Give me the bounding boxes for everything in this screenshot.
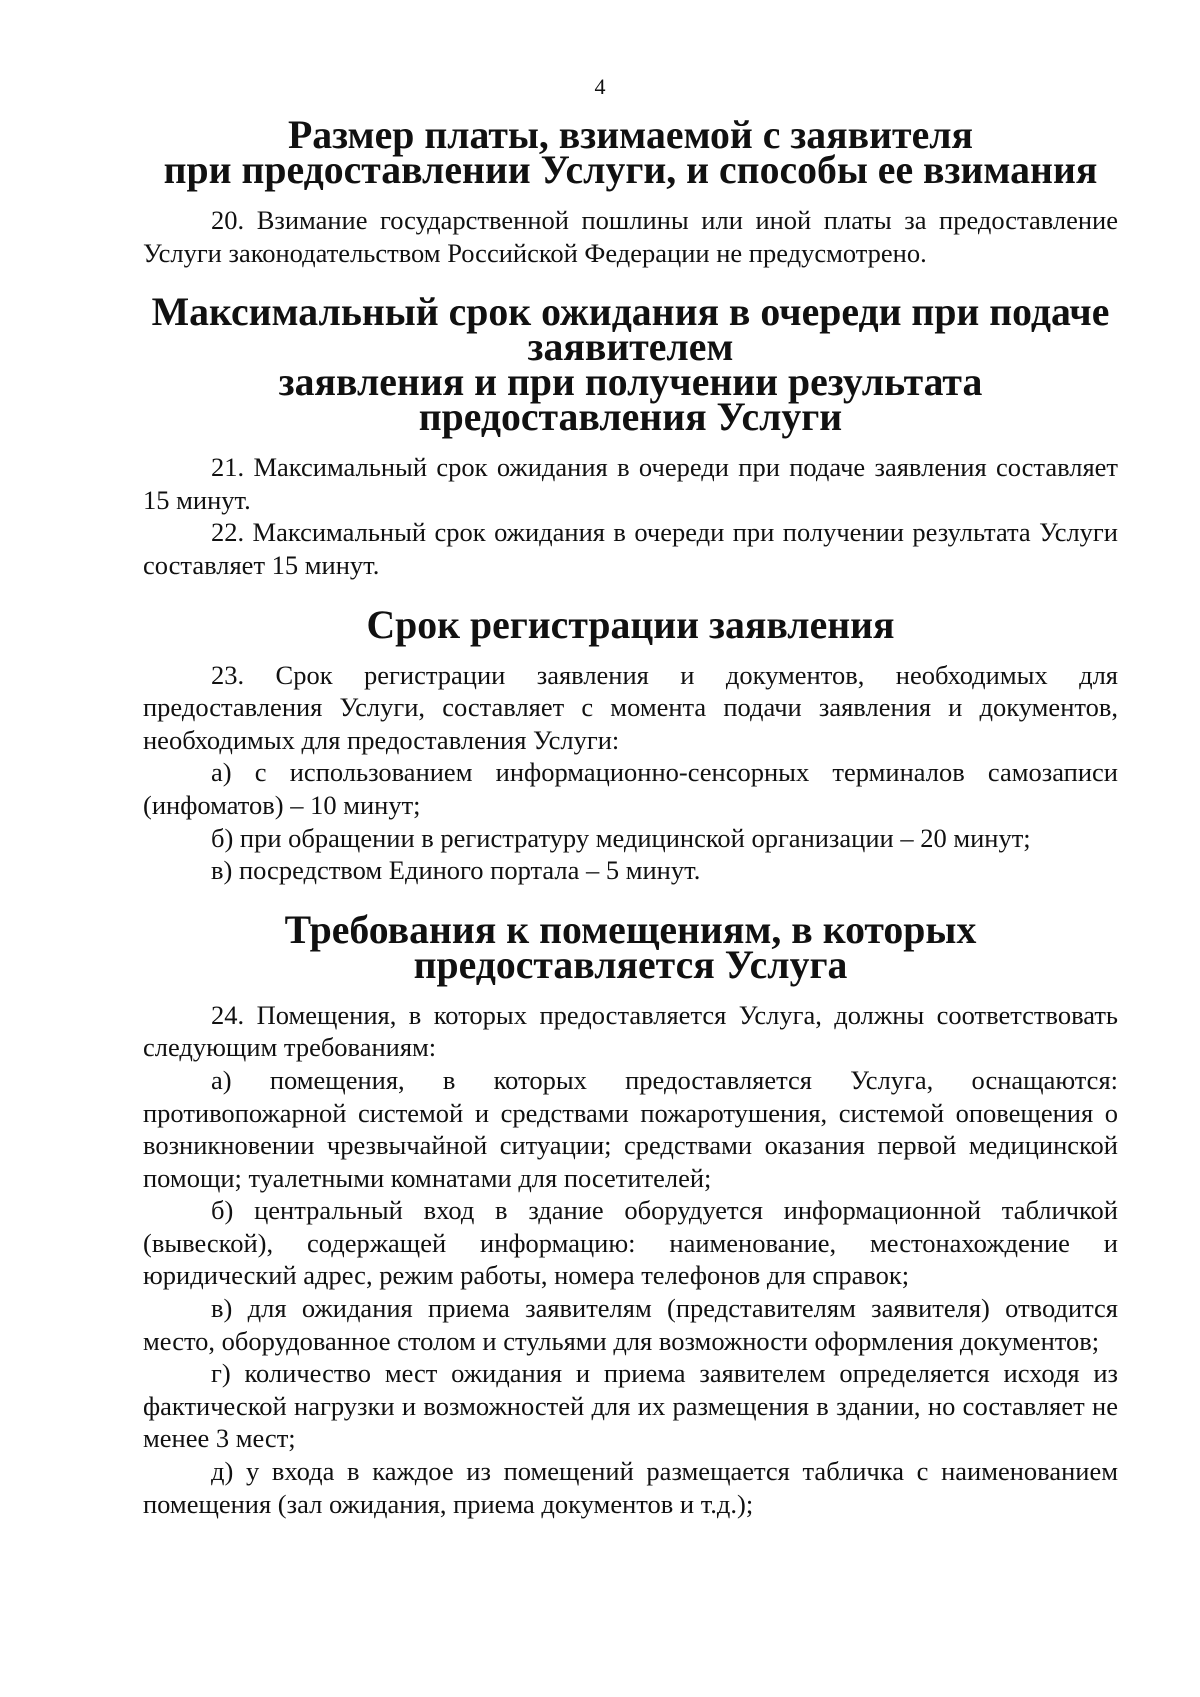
- paragraph: 24. Помещения, в которых предоставляется Услуга, должны соответствовать следующим требованиям:: [143, 999, 1118, 1063]
- list-item: б) центральный вход в здание оборудуется информационной табличкой (вывеской), содержащей информацию: наименование, местонахождение и юридический адрес, режим работы, номера телефонов для справок;: [143, 1195, 1118, 1291]
- heading-line: заявления и при получении результата предоставления Услуги: [278, 360, 983, 440]
- section-fee: [143, 113, 1118, 269]
- list-item: д) у входа в каждое из помещений размещается табличка с наименованием помещения (зал ожидания, приема документов и т.д.);: [143, 1456, 1118, 1519]
- list-item: а) с использованием информационно-сенсорных терминалов самозаписи (инфоматов) – 10 минут;: [143, 757, 1118, 820]
- section-heading: [143, 907, 1118, 987]
- paragraph: 23. Срок регистрации заявления и документов, необходимых для предоставления Услуги, составляет с момента подачи заявления и документов, необходимых для предоставления Услуги:: [143, 659, 1118, 755]
- list-item: г) количество мест ожидания и приема заявителем определяется исходя из фактической нагрузки и возможностей для их размещения в здании, но составляет не менее 3 мест;: [143, 1358, 1118, 1454]
- paragraph: 20. Взимание государственной пошлины или иной платы за предоставление Услуги законодательством Российской Федерации не предусмотрено.: [143, 205, 1118, 268]
- section-heading: [143, 290, 1118, 440]
- page-number: 4: [594, 74, 606, 99]
- section-waiting-time: [143, 290, 1118, 581]
- section-premises-requirements: [143, 907, 1118, 1521]
- section-heading: [143, 113, 1118, 192]
- list-item: б) при обращении в регистратуру медицинской организации – 20 минут;: [211, 822, 1031, 853]
- heading-line: Максимальный срок ожидания в очереди при подаче заявителем: [151, 290, 1110, 370]
- heading-line: Требования к помещениям, в которых предоставляется Услуга: [284, 907, 977, 987]
- section-heading: [143, 602, 1118, 647]
- list-item: в) посредством Единого портала – 5 минут.: [211, 855, 701, 886]
- paragraph: 21. Максимальный срок ожидания в очереди при подаче заявления составляет 15 минут.: [143, 452, 1118, 515]
- document-body: [143, 113, 1118, 1520]
- heading-line: при предоставлении Услуги, и способы ее взимания: [163, 148, 1098, 192]
- heading-line: Размер платы, взимаемой с заявителя: [287, 113, 974, 157]
- paragraph: 22. Максимальный срок ожидания в очереди при получении результата Услуги составляет 15 минут.: [143, 517, 1118, 580]
- section-registration-time: [143, 602, 1118, 887]
- list-item: а) помещения, в которых предоставляется Услуга, оснащаются: противопожарной системой и средствами пожаротушения, системой оповещения о возникновении чрезвычайной ситуации; средствами оказания первой медицинской помощи; туалетными комнатами для посетителей;: [143, 1064, 1118, 1193]
- list-item: в) для ожидания приема заявителям (представителям заявителя) отводится место, оборудованное столом и стульями для возможности оформления документов;: [143, 1293, 1118, 1356]
- heading-line: Срок регистрации заявления: [366, 602, 895, 647]
